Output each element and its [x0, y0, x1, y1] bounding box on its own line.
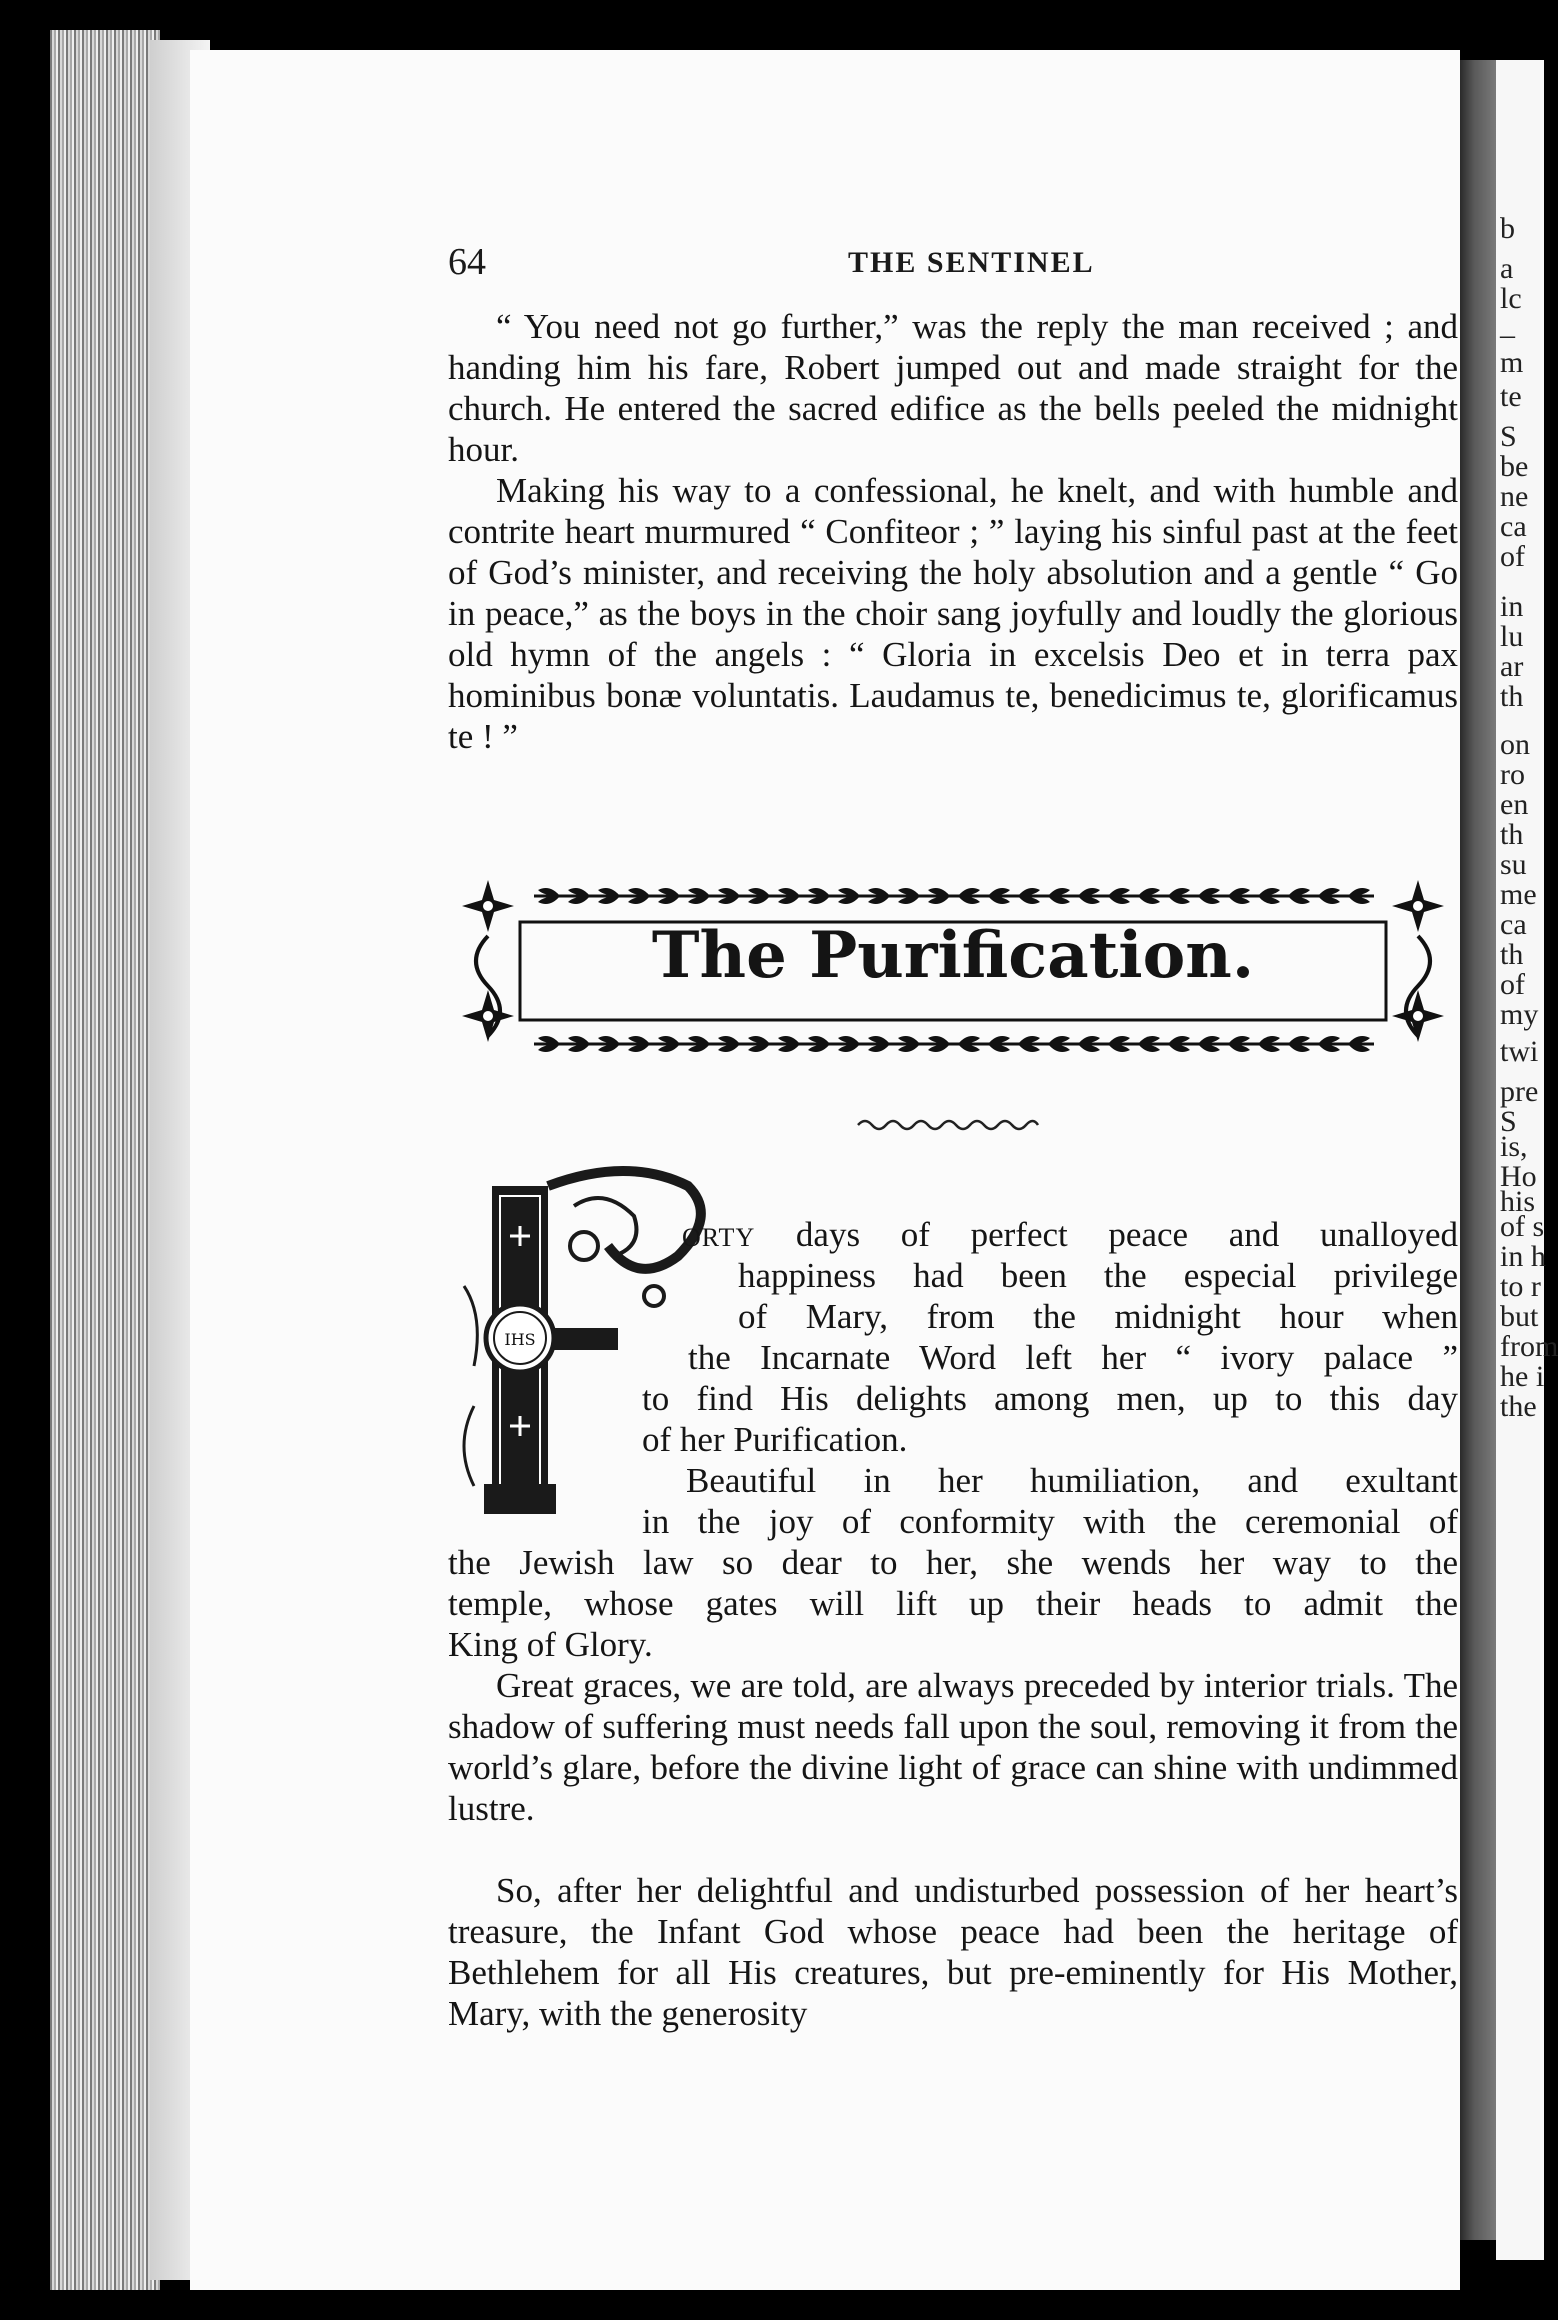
banner-leaf-ornament	[1344, 1036, 1374, 1052]
illuminated-dropcap	[444, 1166, 720, 1526]
facing-page-fragment: th	[1500, 818, 1524, 851]
banner-leaf-ornament	[834, 1036, 864, 1052]
facing-page-fragment: a	[1500, 252, 1514, 285]
book-gutter	[1460, 60, 1496, 2240]
title-banner	[448, 866, 1458, 1074]
article-paragraph-graces: Great graces, we are told, are always preceded by interior trials. The shadow of suffering must needs fall upon the soul, removing it from the world’s glare, before the divine light of grace can shine with undimmed lustre.	[448, 1666, 1458, 1828]
banner-leaf-ornament	[534, 1036, 564, 1052]
banner-leaf-ornament	[1314, 888, 1344, 904]
banner-leaf-ornament	[1254, 1036, 1284, 1052]
banner-leaf-ornament	[534, 888, 564, 904]
banner-leaf-ornament	[1014, 1036, 1044, 1052]
banner-leaf-ornament	[1254, 888, 1284, 904]
banner-leaf-ornament	[654, 888, 684, 904]
banner-leaf-ornament	[1134, 888, 1164, 904]
banner-leaf-ornament	[714, 1036, 744, 1052]
banner-leaf-ornament	[894, 1036, 924, 1052]
banner-leaf-ornament	[984, 888, 1014, 904]
facing-page-fragment: ca	[1500, 510, 1527, 543]
banner-leaf-ornament	[984, 1036, 1014, 1052]
first-para-line-1: ORTY days of perfect peace and unalloyed	[682, 1215, 1458, 1254]
facing-page-fragment: S	[1500, 1105, 1517, 1138]
facing-page-fragment: the	[1500, 1390, 1537, 1423]
banner-leaf-ornament	[834, 888, 864, 904]
facing-page-fragment: on	[1500, 728, 1530, 761]
first-para-line-5: to find His delights among men, up to this day	[642, 1379, 1458, 1418]
facing-page-fragment: my	[1500, 998, 1539, 1031]
facing-page-fragment: he i	[1500, 1360, 1545, 1393]
banner-leaf-ornament	[954, 1036, 984, 1052]
facing-page-fragment: me	[1500, 878, 1537, 911]
dropcap-illustration	[444, 1166, 720, 1526]
body-line-2: in the joy of conformity with the ceremonial of	[642, 1502, 1458, 1541]
banner-leaf-ornament	[924, 888, 954, 904]
banner-leaf-ornament	[1134, 1036, 1164, 1052]
banner-leaf-ornament	[804, 1036, 834, 1052]
first-para-line-6: of her Purification.	[642, 1420, 908, 1459]
banner-leaf-ornament	[864, 888, 894, 904]
banner-leaf-ornament	[1044, 888, 1074, 904]
facing-page-fragment: th	[1500, 938, 1524, 971]
banner-leaf-ornament	[1104, 888, 1134, 904]
banner-leaf-ornament	[1044, 1036, 1074, 1052]
first-para-line-2: happiness had been the especial privilege	[738, 1256, 1458, 1295]
opening-paragraph-2: Making his way to a confessional, he knelt, and with humble and contrite heart murmured “ Confiteor ; ” laying his sinful past at the feet of God’s minister, and receiving the holy absolution and a gentle “ Go in peace,” as the boys in the choir sang joyfully and loudly the glorious old hymn of the angels : “ Gloria in excelsis Deo et in terra pax hominibus bonæ voluntatis. Laudamus te, benedicimus te, glorificamus te ! ”	[448, 471, 1458, 756]
facing-page-fragment: to r	[1500, 1270, 1541, 1303]
book-page-edges	[50, 30, 160, 2290]
body-line-1: Beautiful in her humiliation, and exultant	[686, 1461, 1458, 1500]
facing-page-fragment: ne	[1500, 480, 1529, 513]
facing-page-fragment: lc	[1500, 282, 1522, 315]
first-para-line-4: the Incarnate Word left her “ ivory palace ”	[688, 1338, 1458, 1377]
banner-leaf-ornament	[564, 888, 594, 904]
banner-leaf-ornament	[684, 1036, 714, 1052]
facing-page-fragment: is,	[1500, 1130, 1528, 1163]
running-head	[448, 240, 1458, 283]
banner-leaf-ornament	[594, 888, 624, 904]
facing-page-fragment: from	[1500, 1330, 1558, 1363]
facing-page-fragment: in h	[1500, 1240, 1546, 1273]
facing-page-fragment: ro	[1500, 758, 1525, 791]
banner-leaf-ornament	[714, 888, 744, 904]
facing-page-fragment: m	[1500, 346, 1524, 379]
facing-page-fragment: en	[1500, 788, 1529, 821]
banner-leaf-ornament	[1074, 888, 1104, 904]
first-para-line-3: of Mary, from the midnight hour when	[738, 1297, 1458, 1336]
opening-word-smallcaps: ORTY	[682, 1223, 756, 1252]
banner-leaf-ornament	[1164, 888, 1194, 904]
dropcap-monogram: IHS	[504, 1330, 536, 1349]
banner-leaf-ornament	[1284, 888, 1314, 904]
banner-leaf-ornament	[684, 888, 714, 904]
facing-page-fragment: lu	[1500, 620, 1524, 653]
article-title: The Purification.	[651, 918, 1255, 993]
banner-leaf-ornament	[924, 1036, 954, 1052]
facing-page-fragment: of s	[1500, 1210, 1545, 1243]
facing-page-fragment: of	[1500, 540, 1525, 573]
banner-leaf-ornament	[1194, 888, 1224, 904]
banner-leaf-ornament	[1194, 1036, 1224, 1052]
banner-leaf-ornament	[804, 888, 834, 904]
banner-leaf-ornament	[654, 1036, 684, 1052]
facing-page-fragment: su	[1500, 848, 1527, 881]
facing-page	[1496, 60, 1558, 2260]
facing-page-fragment: be	[1500, 450, 1529, 483]
banner-leaf-ornament	[624, 1036, 654, 1052]
banner-leaf-ornament	[954, 888, 984, 904]
body-line-5: King of Glory.	[448, 1625, 653, 1664]
journal-title: THE SENTINEL	[848, 246, 1095, 279]
banner-leaf-ornament	[744, 1036, 774, 1052]
banner-leaf-ornament	[1224, 888, 1254, 904]
banner-leaf-ornament	[894, 888, 924, 904]
banner-leaf-ornament	[744, 888, 774, 904]
banner-leaf-ornament	[774, 888, 804, 904]
facing-page-fragment: in	[1500, 590, 1524, 623]
article-paragraph-possession: So, after her delightful and undisturbed possession of her heart’s treasure, the Infant God whose peace had been the heritage of Bethlehem for all His creatures, but pre-eminently for His Mother, Mary, with the generosity	[448, 1871, 1458, 2033]
banner-leaf-ornament	[1284, 1036, 1314, 1052]
banner-leaf-ornament	[1224, 1036, 1254, 1052]
facing-page-fragment: pre	[1500, 1075, 1539, 1108]
facing-page-fragment: of	[1500, 968, 1525, 1001]
facing-page-fragment: b	[1500, 212, 1515, 245]
banner-leaf-ornament	[1074, 1036, 1104, 1052]
facing-page-fragment: but	[1500, 1300, 1539, 1333]
banner-leaf-ornament	[1164, 1036, 1194, 1052]
opening-paragraph-1: “ You need not go further,” was the reply the man received ; and handing him his fare, Robert jumped out and made straight for the church. He entered the sacred edifice as the bells peeled the midnight hour.	[448, 307, 1458, 469]
body-line-3: the Jewish law so dear to her, she wends her way to the	[448, 1543, 1458, 1582]
facing-page-fragment: te	[1500, 380, 1522, 413]
facing-page-fragment: ar	[1500, 650, 1524, 683]
facing-page-fragment: ca	[1500, 908, 1527, 941]
body-line-4: temple, whose gates will lift up their heads to admit the	[448, 1584, 1458, 1623]
facing-page-fragment: th	[1500, 680, 1524, 713]
banner-leaf-ornament	[1344, 888, 1374, 904]
wavy-rule-divider	[858, 1116, 1038, 1134]
banner-leaf-ornament	[1104, 1036, 1134, 1052]
banner-leaf-ornament	[1014, 888, 1044, 904]
facing-page-fragment: S	[1500, 420, 1517, 453]
banner-leaf-ornament	[864, 1036, 894, 1052]
page-number: 64	[448, 241, 486, 283]
banner-leaf-ornament	[1314, 1036, 1344, 1052]
banner-leaf-ornament	[774, 1036, 804, 1052]
banner-leaf-ornament	[624, 888, 654, 904]
facing-page-fragment: –	[1500, 318, 1515, 351]
facing-page-fragment: his	[1500, 1185, 1536, 1218]
banner-leaf-ornament	[594, 1036, 624, 1052]
banner-leaf-ornament	[564, 1036, 594, 1052]
facing-page-fragment: Ho	[1500, 1160, 1537, 1193]
facing-page-fragment: twi	[1500, 1035, 1539, 1068]
